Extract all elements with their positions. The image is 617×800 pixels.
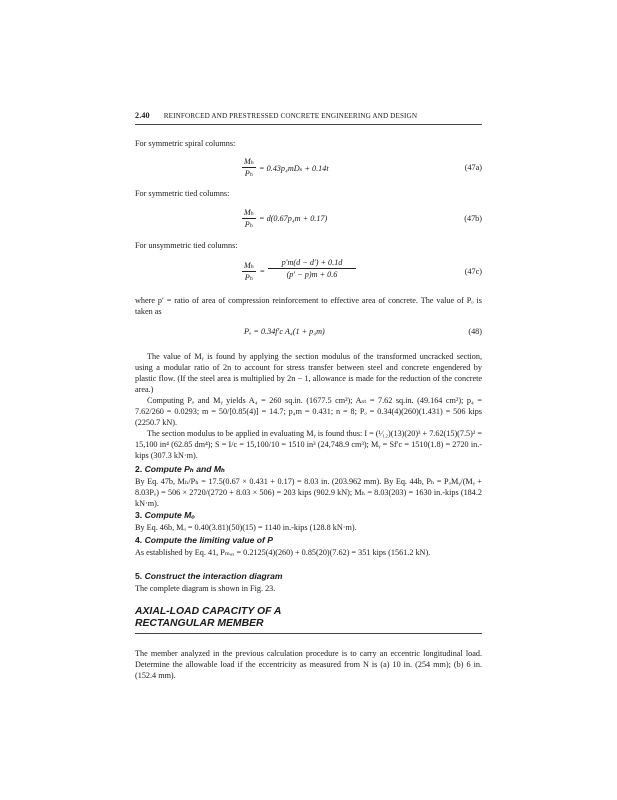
step-3-number: 3. bbox=[135, 510, 143, 520]
equation-47c-number-text: (47c) bbox=[464, 267, 482, 276]
equation-47a-number-text: (47a) bbox=[464, 163, 482, 172]
equation-47c-rhs-denominator: (p′ − p)m + 0.6 bbox=[286, 270, 338, 279]
section-rule bbox=[135, 633, 482, 634]
equation-47b-number bbox=[442, 214, 482, 223]
equation-47a-fraction bbox=[242, 157, 256, 178]
running-head bbox=[135, 111, 495, 120]
equation-47b-number-text: (47b) bbox=[464, 214, 482, 223]
section-intro: The member analyzed in the previous calculation procedure is to carry an eccentric longitudinal load. Determine the allowable load if the eccentricity as measured from N is (a) 10 in. (254 mm); (b) 6 in. (152.4 mm). bbox=[135, 649, 482, 680]
equation-48-number-text: (48) bbox=[468, 327, 482, 336]
paragraph-section-modulus: The section modulus to be applied in evaluating Mᵧ is found thus: I = (¹⁄₁₂)(13)(20)³ + 7.62(15)(7.5)² = 15,100 in⁴ (62.85 dm⁴); S = I/c = 15,100/10 = 1510 in³ (24,748.9 cm³); Mᵧ = Sf′c = 1510(1.8) = 2720 in.-kips (307.3 kN·m). bbox=[135, 429, 482, 460]
equation-47c-lhs-numerator: Mₕ bbox=[243, 261, 255, 270]
equation-47a-numerator: Mₕ bbox=[243, 157, 255, 166]
equation-47c-rhs-numerator: p′m(d − d′) + 0.1d bbox=[268, 258, 356, 269]
step-3-text: By Eq. 46b, Mₒ = 0.40(3.81)(50)(15) = 1140 in.-kips (128.8 kN·m). bbox=[135, 523, 357, 532]
step-5-heading bbox=[135, 571, 283, 581]
equation-47a-denominator: Pₕ bbox=[244, 169, 254, 178]
unsym-label: For unsymmetric tied columns: bbox=[135, 241, 238, 250]
step-4-heading bbox=[135, 535, 273, 545]
step-5-title: Construct the interaction diagram bbox=[144, 571, 283, 581]
step-4-text: As established by Eq. 41, Pₘₐₓ = 0.2125(4)(260) + 0.85(20)(7.62) = 351 kips (1561.2 kN). bbox=[135, 548, 431, 557]
step-2-heading bbox=[135, 464, 225, 475]
step-2-text: By Eq. 47b, Mₕ/Pₕ = 17.5(0.67 × 0.431 + 0.17) = 8.03 in. (203.962 mm). By Eq. 44b, Pₕ = PₒMᵧ/(Mᵧ + 8.03Pₒ) = 506 × 2720/(2720 + 8.03 × 506) = 203 kips (902.9 kN); Mₕ = 8.03(203) = 1630 in.-kips (184.2 kN·m). bbox=[135, 477, 482, 508]
section-heading-line-2: RECTANGULAR MEMBER bbox=[135, 618, 264, 629]
equation-47b-numerator: Mₕ bbox=[243, 208, 255, 217]
equation-47c-number bbox=[442, 267, 482, 276]
header-rule bbox=[135, 124, 482, 125]
step-5-text: The complete diagram is shown in Fig. 23. bbox=[135, 584, 276, 593]
equation-48: Pₒ = 0.34f′c A₄(1 + p₄m) bbox=[244, 327, 325, 336]
equation-48-number bbox=[442, 327, 482, 336]
step-4-title: Compute the limiting value of P bbox=[144, 535, 273, 545]
step-3-heading bbox=[135, 510, 195, 520]
step-5-number: 5. bbox=[135, 571, 143, 581]
step-2-number: 2. bbox=[135, 464, 143, 474]
running-head-title: REINFORCED AND PRESTRESSED CONCRETE ENGINEERING AND DESIGN bbox=[163, 112, 418, 120]
section-heading-line-1: AXIAL-LOAD CAPACITY OF A bbox=[135, 606, 282, 617]
spiral-label: For symmetric spiral columns: bbox=[135, 139, 236, 148]
equation-47c-rhs-fraction bbox=[268, 258, 356, 279]
paragraph-my-value: The value of Mᵧ is found by applying the section modulus of the transformed uncracked section, using a modular ratio of 2n to account for stress transfer between steel and concrete engendered by plastic flow. (If the steel area is multiplied by 2n − 1, allowance is made for the reduction of the concrete area.) bbox=[135, 352, 482, 394]
equation-47c-equals: = bbox=[260, 267, 265, 276]
equation-47b-fraction bbox=[242, 208, 256, 229]
equation-47b-rhs: = d(0.67p₄m + 0.17) bbox=[259, 214, 328, 223]
page-number: 2.40 bbox=[135, 111, 150, 120]
equation-47a-number bbox=[442, 163, 482, 172]
where-paragraph: where p′ = ratio of area of compression reinforcement to effective area of concrete. The value of Pₒ is taken as bbox=[135, 296, 482, 316]
equation-47b-denominator: Pₕ bbox=[244, 220, 254, 229]
tied-label: For symmetric tied columns: bbox=[135, 189, 230, 198]
step-3-title: Compute Mₒ bbox=[144, 510, 196, 520]
step-4-number: 4. bbox=[135, 535, 143, 545]
paragraph-computing: Computing Pₒ and Mᵧ yields A₄ = 260 sq.in. (1677.5 cm²); Aₛₜ = 7.62 sq.in. (49.164 cm²); p₄ = 7.62/260 = 0.0293; m = 50/[0.85(4)] = 14.7; p₄m = 0.431; n = 8; Pₒ = 0.34(4)(260)(1.431) = 506 kips (2250.7 kN). bbox=[135, 396, 482, 427]
equation-47a-rhs: = 0.43p₄mDₛ + 0.14t bbox=[259, 164, 329, 173]
section-heading bbox=[135, 606, 482, 630]
step-2-title: Compute Pₕ and Mₕ bbox=[144, 464, 225, 474]
equation-47c-lhs-fraction bbox=[242, 261, 256, 282]
equation-47c-lhs-denominator: Pₕ bbox=[244, 273, 254, 282]
